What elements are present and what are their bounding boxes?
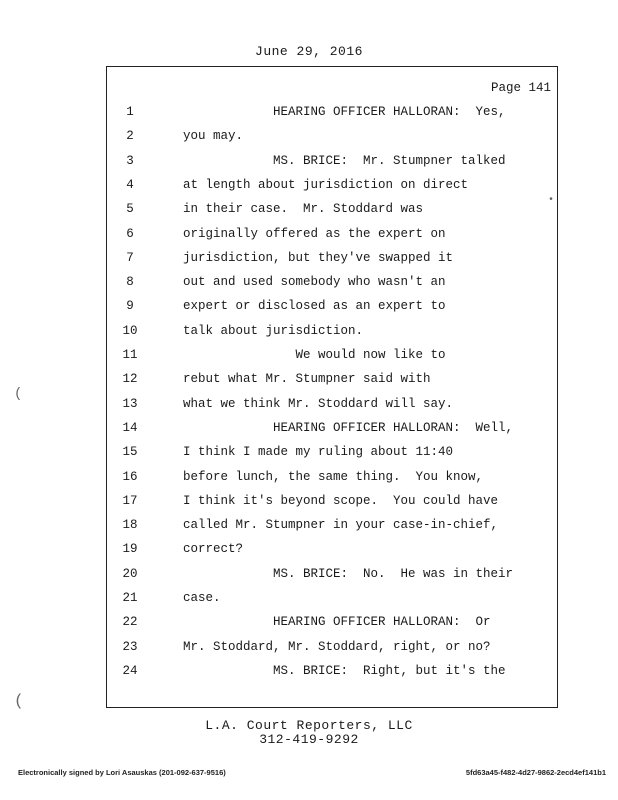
transcript-line <box>107 635 557 659</box>
line-text: MS. BRICE: No. He was in their <box>183 566 514 581</box>
line-text: HEARING OFFICER HALLORAN: Well, <box>183 420 514 435</box>
transcript-date: June 29, 2016 <box>255 44 363 59</box>
transcript-page-frame <box>106 66 558 708</box>
line-number: 20 <box>122 566 138 581</box>
line-number: 19 <box>122 542 138 557</box>
transcript-line <box>107 610 557 634</box>
transcript-line <box>107 149 557 173</box>
line-text: I think I made my ruling about 11:40 <box>183 445 454 460</box>
transcript-line <box>107 586 557 610</box>
line-text: talk about jurisdiction. <box>183 323 364 338</box>
court-reporter-name: L.A. Court Reporters, LLC <box>205 718 413 733</box>
court-reporter-phone: 312-419-9292 <box>259 732 359 747</box>
transcript-line <box>107 465 557 489</box>
line-text: in their case. Mr. Stoddard was <box>183 202 424 217</box>
transcript-line <box>107 100 557 124</box>
line-number: 5 <box>126 202 134 217</box>
margin-mark-bottom: ( <box>14 692 24 710</box>
line-number: 12 <box>122 372 138 387</box>
transcript-line <box>107 270 557 294</box>
line-text: MS. BRICE: Right, but it's the <box>183 663 506 678</box>
line-text: We would now like to <box>183 348 446 362</box>
transcript-line <box>107 440 557 464</box>
line-text: I think it's beyond scope. You could have <box>183 493 499 508</box>
line-number: 18 <box>122 518 138 533</box>
electronic-signature: Electronically signed by Lori Asauskas (201-092-637-9516) <box>18 768 226 777</box>
transcript-line <box>107 124 557 148</box>
line-text: originally offered as the expert on <box>183 226 446 241</box>
line-text: rebut what Mr. Stumpner said with <box>183 372 431 387</box>
line-text: MS. BRICE: Mr. Stumpner talked <box>183 153 506 168</box>
line-text: case. <box>183 591 221 605</box>
transcript-line <box>107 562 557 586</box>
line-number: 2 <box>126 129 134 144</box>
transcript-line <box>107 343 557 367</box>
line-number: 10 <box>122 323 138 338</box>
transcript-line <box>107 294 557 318</box>
line-number: 23 <box>122 639 138 654</box>
line-number: 6 <box>126 226 134 241</box>
line-number: 17 <box>122 493 138 508</box>
line-number: 11 <box>122 348 138 362</box>
line-number: 7 <box>126 250 134 265</box>
margin-mark-top: • <box>548 195 555 206</box>
line-text: at length about jurisdiction on direct <box>183 177 469 192</box>
line-number: 1 <box>126 105 134 119</box>
document-id: 5fd63a45-f482-4d27-9862-2ecd4ef141b1 <box>465 768 606 777</box>
transcript-line <box>107 537 557 561</box>
transcript-line <box>107 173 557 197</box>
line-text: HEARING OFFICER HALLORAN: Yes, <box>183 105 506 119</box>
line-number: 3 <box>126 153 134 168</box>
line-number: 14 <box>122 420 138 435</box>
line-text: you may. <box>183 129 244 144</box>
line-number: 24 <box>122 663 138 678</box>
page-number: Page 141 <box>490 81 551 95</box>
transcript-line <box>107 489 557 513</box>
line-text: called Mr. Stumpner in your case-in-chief, <box>183 518 499 533</box>
transcript-line <box>107 197 557 221</box>
line-text: HEARING OFFICER HALLORAN: Or <box>183 615 491 630</box>
line-text: correct? <box>183 542 244 557</box>
line-text: Mr. Stoddard, Mr. Stoddard, right, or no? <box>183 639 491 654</box>
line-text: expert or disclosed as an expert to <box>183 299 446 314</box>
margin-mark-left: ( <box>14 386 23 402</box>
transcript-line <box>107 367 557 391</box>
transcript-line <box>107 392 557 416</box>
line-text: jurisdiction, but they've swapped it <box>183 250 454 265</box>
line-number: 4 <box>126 177 134 192</box>
transcript-line <box>107 416 557 440</box>
line-number: 9 <box>126 299 134 314</box>
line-number: 21 <box>122 591 138 605</box>
line-text: what we think Mr. Stoddard will say. <box>183 396 454 411</box>
transcript-line <box>107 659 557 683</box>
line-number: 8 <box>126 275 134 290</box>
line-number: 15 <box>122 445 138 460</box>
line-number: 16 <box>122 469 138 484</box>
line-text: before lunch, the same thing. You know, <box>183 469 484 484</box>
transcript-line <box>107 319 557 343</box>
transcript-line <box>107 246 557 270</box>
line-text: out and used somebody who wasn't an <box>183 275 446 290</box>
transcript-line <box>107 222 557 246</box>
line-number: 22 <box>122 615 138 630</box>
transcript-line <box>107 513 557 537</box>
line-number: 13 <box>122 396 138 411</box>
